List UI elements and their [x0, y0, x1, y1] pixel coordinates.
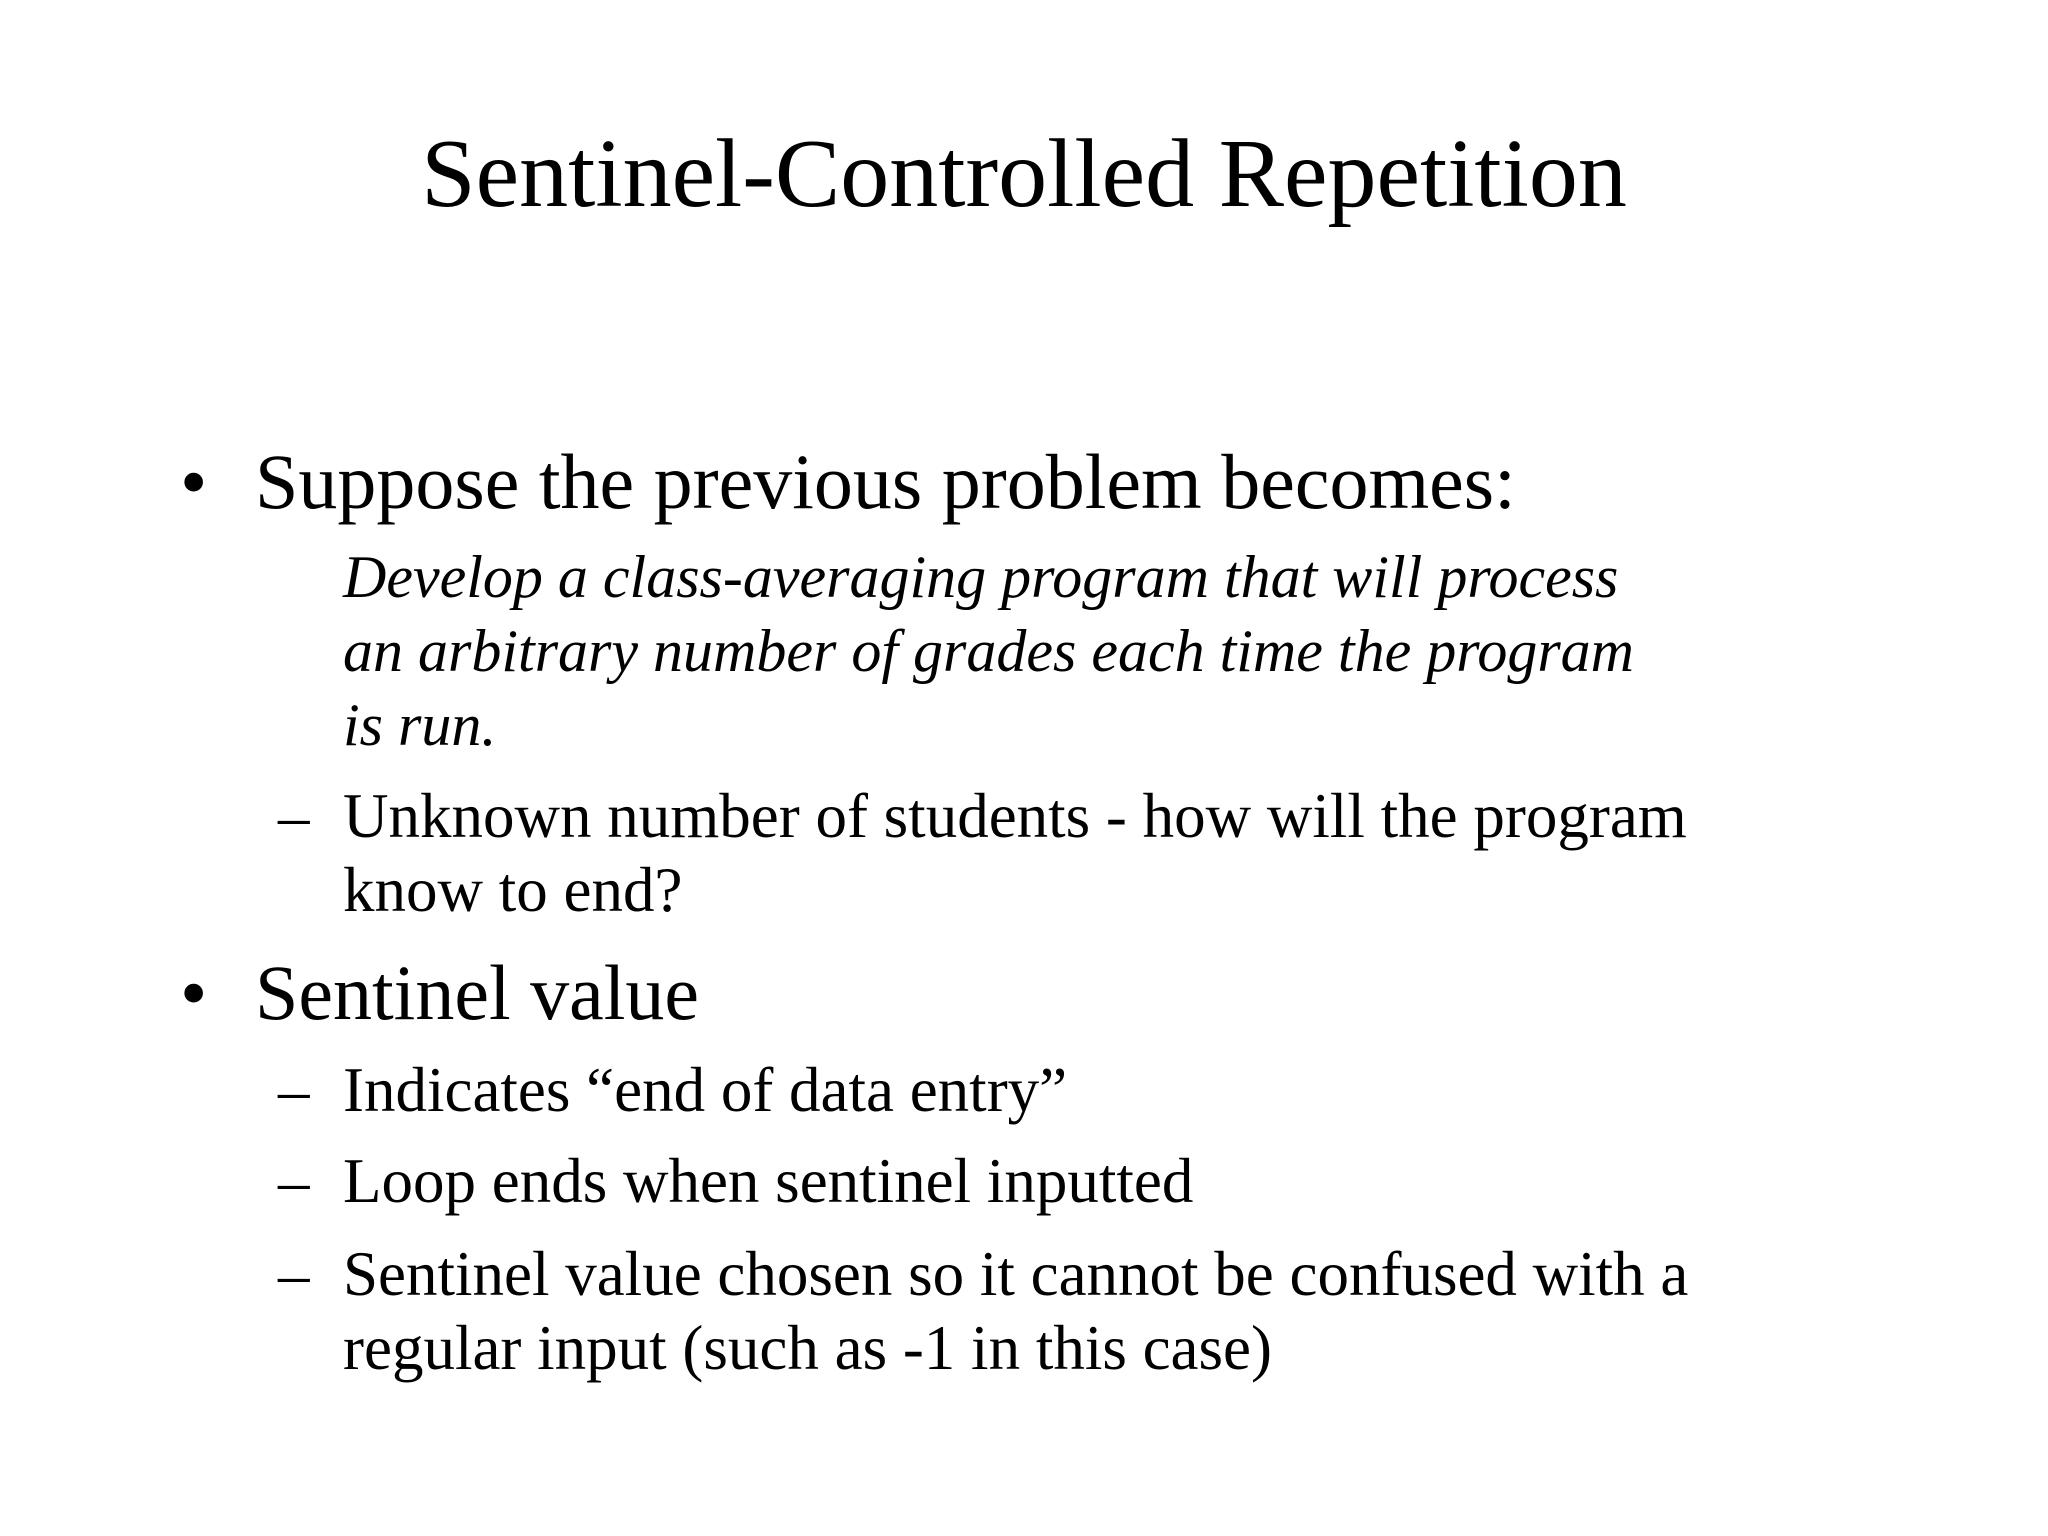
sub-bullet-line: regular input (such as -1 in this case) [343, 1313, 1272, 1383]
quote-line: is run. [343, 692, 497, 758]
sub-bullet-line: Indicates “end of data entry” [343, 1055, 1068, 1125]
sub-bullet-marker: – [278, 1055, 310, 1125]
sub-bullet-line: know to end? [343, 855, 683, 925]
sub-bullet-marker: – [278, 781, 310, 851]
bullet-marker: • [180, 949, 208, 1036]
bullet-marker: • [180, 438, 208, 525]
sub-bullet-line: Sentinel value chosen so it cannot be confused with a [343, 1239, 1689, 1309]
sub-bullet-line: Unknown number of students - how will the program [343, 781, 1687, 851]
quote-line: Develop a class-averaging program that will process [343, 544, 1619, 610]
bullet-text: Suppose the previous problem becomes: [255, 438, 1516, 525]
sub-bullet-marker: – [278, 1146, 310, 1216]
sub-bullet-line: Loop ends when sentinel inputted [343, 1146, 1194, 1216]
sub-bullet-marker: – [278, 1239, 310, 1309]
slide-title: Sentinel-Controlled Repetition [421, 120, 1627, 228]
quote-line: an arbitrary number of grades each time the program [343, 618, 1634, 684]
bullet-text: Sentinel value [255, 949, 700, 1036]
